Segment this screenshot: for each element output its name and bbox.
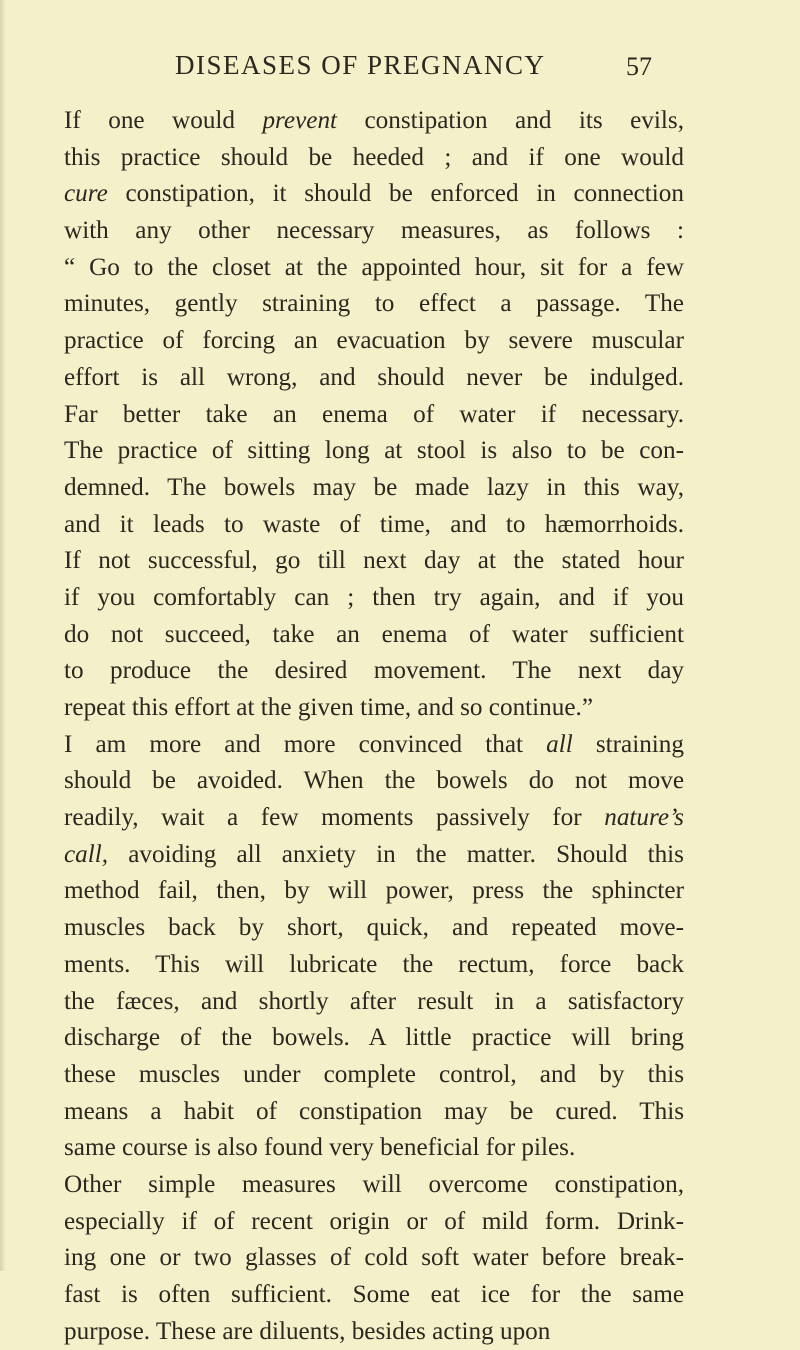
text-segment: practice of forcing an evacuation by severe muscular [64, 327, 684, 355]
text-segment: Far better take an enema of water if necessary. [64, 400, 684, 428]
text-segment: ments. This will lubricate the rectum, force back [64, 950, 684, 978]
text-line [64, 690, 684, 727]
page-header [0, 50, 800, 90]
text-line [64, 250, 684, 287]
text-segment: to produce the desired movement. The next day [64, 657, 684, 685]
italic-text: cure [64, 180, 108, 208]
text-segment: fast is often sufficient. Some eat ice for the same [64, 1281, 684, 1308]
text-line [64, 213, 684, 250]
text-line [64, 323, 684, 360]
body-text [64, 103, 684, 1350]
text-segment: The practice of sitting long at stool is also to be con- [64, 437, 684, 465]
text-line [64, 103, 684, 140]
text-line [64, 837, 684, 874]
text-line [64, 433, 684, 470]
text-line [64, 176, 684, 213]
text-segment: if you comfortably can ; then try again, and if you [64, 583, 684, 611]
text-line [64, 286, 684, 323]
text-line [64, 507, 684, 544]
text-line [64, 470, 684, 507]
italic-text: call, [64, 840, 109, 868]
italic-text: nature’s [604, 804, 684, 832]
text-line [64, 947, 684, 984]
text-segment: “ Go to the closet at the appointed hour, sit for a few [64, 253, 684, 281]
running-title: DISEASES OF PREGNANCY [175, 50, 546, 80]
text-segment: straining [572, 730, 684, 758]
text-segment: these muscles under complete control, and by this [64, 1060, 684, 1088]
text-segment: this practice should be heeded ; and if one would [64, 143, 684, 171]
text-segment: do not succeed, take an enema of water sufficient [64, 620, 684, 648]
text-segment: constipation, it should be enforced in connection [107, 180, 684, 208]
text-line [64, 1130, 684, 1167]
text-segment: the fæces, and shortly after result in a satisfactory [64, 987, 684, 1015]
text-line [64, 763, 684, 800]
text-segment: minutes, gently straining to effect a passage. The [64, 290, 684, 318]
text-line [64, 800, 684, 837]
text-line [64, 1094, 684, 1131]
text-line [64, 397, 684, 434]
text-segment: If one would [64, 107, 263, 134]
text-segment: muscles back by short, quick, and repeated move- [64, 914, 684, 942]
text-line [64, 1314, 684, 1350]
text-line [64, 1167, 684, 1204]
text-line [64, 1277, 684, 1314]
text-line [64, 360, 684, 397]
text-line [64, 617, 684, 654]
text-segment: with any other necessary measures, as follows : [64, 217, 684, 245]
text-line [64, 727, 684, 764]
text-line [64, 1204, 684, 1241]
text-segment: constipation and its evils, [337, 107, 684, 134]
text-segment: avoiding all anxiety in the matter. Should this [108, 840, 684, 868]
text-line [64, 580, 684, 617]
text-segment: purpose. These are diluents, besides acting upon [64, 1317, 551, 1345]
text-segment: If not successful, go till next day at the stated hour [64, 547, 684, 575]
text-line [64, 140, 684, 177]
text-segment: ing one or two glasses of cold soft water before break- [64, 1244, 684, 1272]
text-segment: repeat this effort at the given time, and so continue.” [64, 694, 593, 721]
text-line [64, 543, 684, 580]
text-segment: effort is all wrong, and should never be indulged. [64, 363, 684, 391]
text-segment: same course is also found very beneficial for piles. [64, 1134, 576, 1162]
text-segment: Other simple measures will overcome constipation, [64, 1170, 684, 1198]
text-line [64, 1057, 684, 1094]
italic-text: prevent [262, 107, 338, 134]
text-line [64, 984, 684, 1021]
text-line [64, 873, 684, 910]
text-segment: especially if of recent origin or of mild form. Drink- [64, 1207, 684, 1235]
text-segment: and it leads to waste of time, and to hæmorrhoids. [64, 510, 684, 538]
page-gutter-shadow [0, 0, 6, 1271]
text-line [64, 910, 684, 947]
text-line [64, 1240, 684, 1277]
text-segment: I am more and more convinced that [64, 730, 547, 758]
text-segment: method fail, then, by will power, press the sphincter [64, 877, 684, 905]
text-segment: readily, wait a few moments passively for [64, 804, 605, 832]
text-segment: should be avoided. When the bowels do not move [64, 767, 684, 795]
text-segment: discharge of the bowels. A little practice will bring [64, 1024, 684, 1052]
italic-text: all [546, 730, 573, 758]
text-line [64, 1020, 684, 1057]
text-segment: demned. The bowels may be made lazy in this way, [64, 473, 684, 501]
text-segment: means a habit of constipation may be cured. This [64, 1097, 684, 1125]
text-line [64, 653, 684, 690]
page-number: 57 [626, 52, 652, 81]
